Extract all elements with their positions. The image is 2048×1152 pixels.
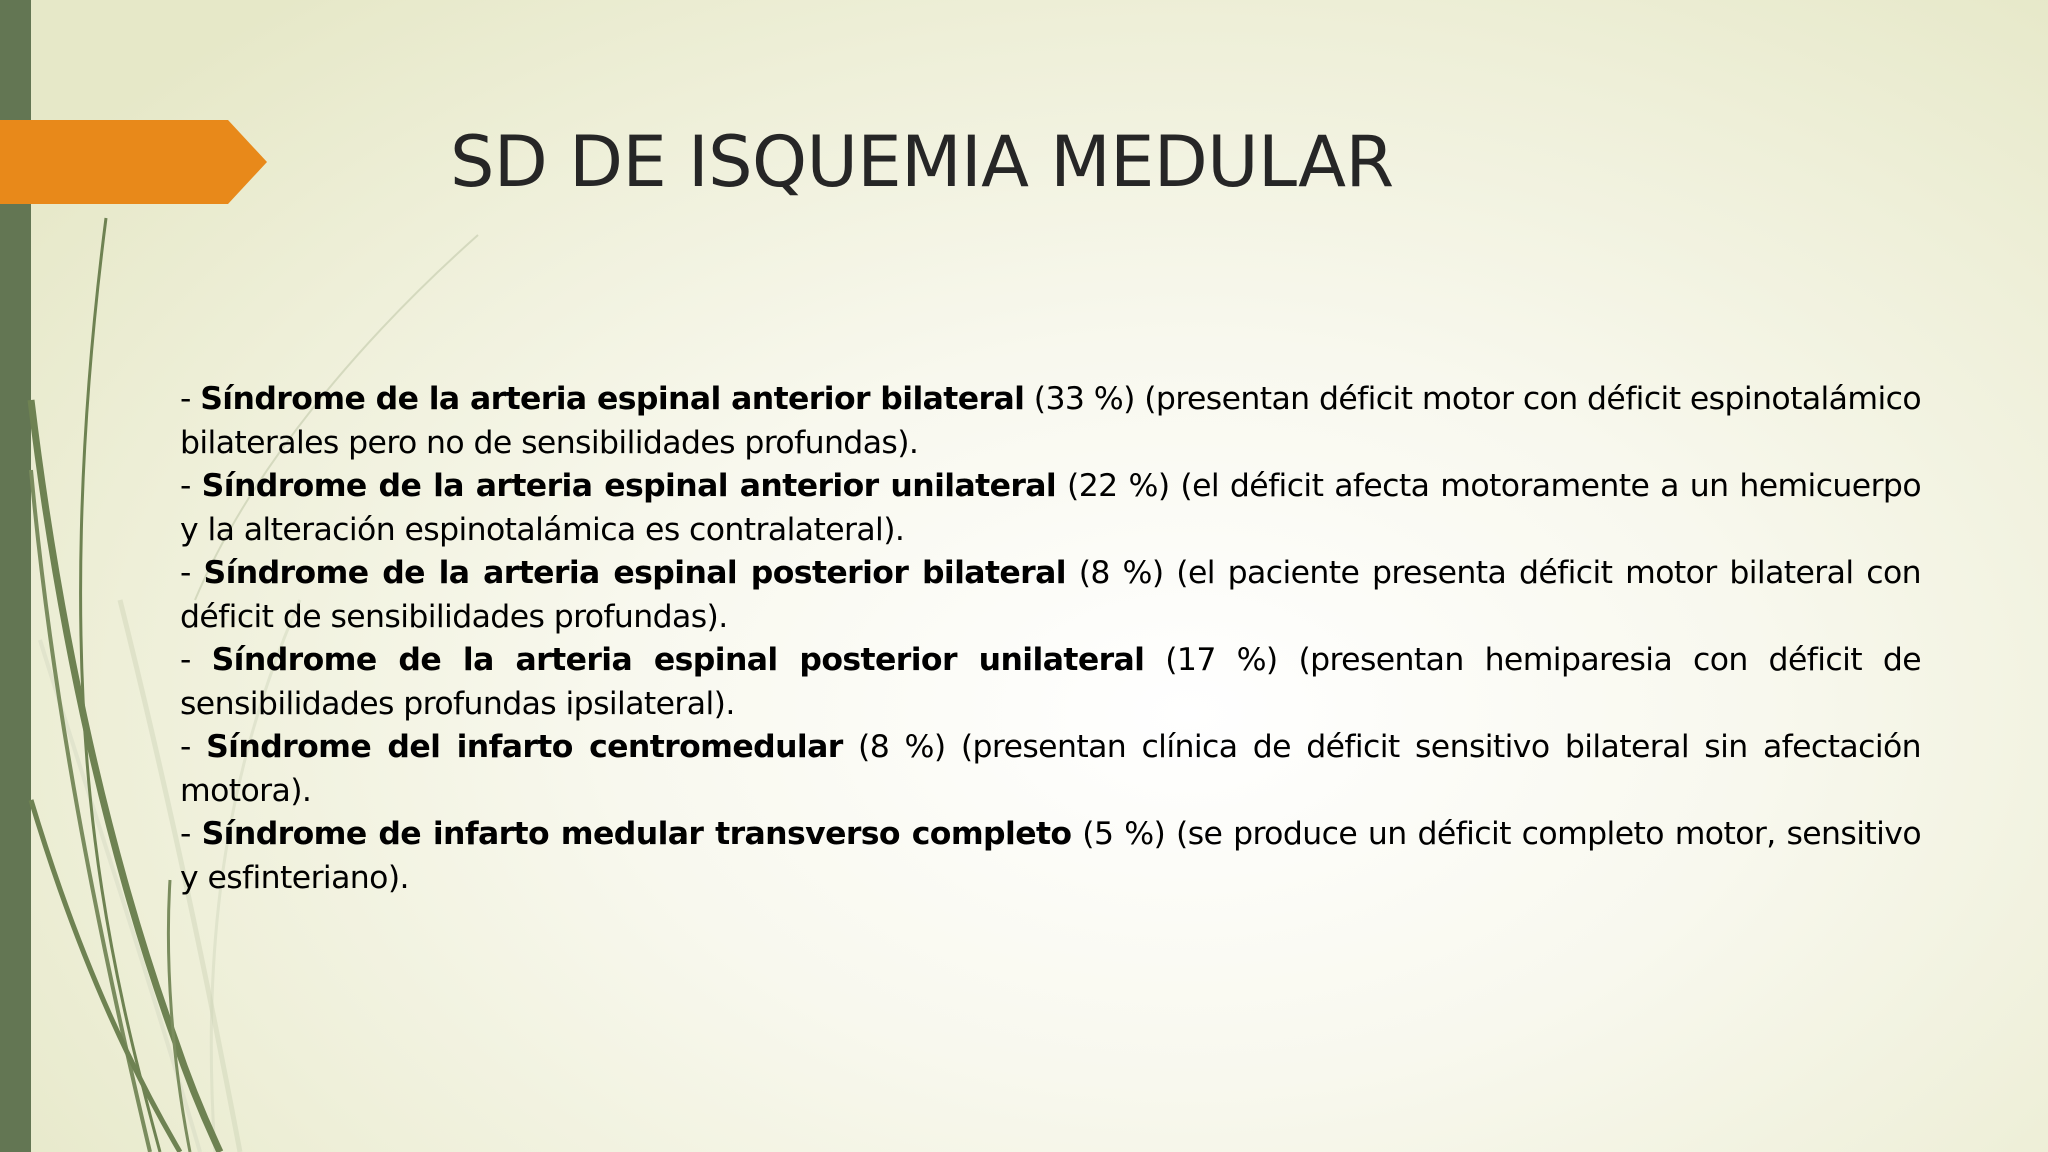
title-arrow-tab: [0, 120, 267, 204]
list-item: [180, 552, 1921, 639]
item-title: Síndrome del infarto centromedular: [206, 729, 843, 765]
item-prefix: -: [180, 729, 207, 765]
slide-title: SD DE ISQUEMIA MEDULAR: [450, 121, 1394, 203]
item-title: Síndrome de la arteria espinal anterior unilateral: [201, 468, 1057, 504]
item-title: Síndrome de la arteria espinal posterior bilateral: [203, 555, 1066, 591]
item-prefix: -: [180, 816, 202, 852]
green-stem: [168, 880, 190, 1152]
faint-stem-line: [40, 640, 200, 1152]
item-description: (33 %) (presentan déficit motor con déficit espinotalámico bilaterales pero no de sensibilidades profundas).: [180, 381, 1922, 461]
list-item: [180, 639, 1921, 726]
item-description: (22 %) (el déficit afecta motoramente a un hemicuerpo y la alteración espinotalámica es contralateral).: [180, 468, 1921, 548]
list-item: [180, 465, 1921, 552]
item-description: (8 %) (el paciente presenta déficit motor bilateral con déficit de sensibilidades profundas).: [180, 555, 1921, 635]
item-prefix: -: [180, 555, 204, 591]
item-description: (5 %) (se produce un déficit completo motor, sensitivo y esfinteriano).: [180, 816, 1921, 896]
green-stem: [81, 218, 160, 1152]
item-prefix: -: [180, 468, 202, 504]
item-description: (17 %) (presentan hemiparesia con déficit de sensibilidades profundas ipsilateral).: [180, 642, 1921, 722]
item-prefix: -: [180, 381, 201, 417]
item-title: Síndrome de infarto medular transverso completo: [201, 816, 1072, 852]
item-title: Síndrome de la arteria espinal posterior unilateral: [211, 642, 1145, 678]
green-stem: [31, 800, 180, 1152]
item-description: (8 %) (presentan clínica de déficit sensitivo bilateral sin afectación motora).: [180, 729, 1922, 809]
item-title: Síndrome de la arteria espinal anterior bilateral: [200, 381, 1025, 417]
item-prefix: -: [180, 642, 212, 678]
left-accent-bar: [0, 0, 31, 1152]
list-item: [180, 726, 1921, 813]
syndrome-list: [180, 378, 1921, 900]
green-stem: [31, 470, 150, 1152]
list-item: [180, 378, 1921, 465]
list-item: [180, 813, 1921, 900]
